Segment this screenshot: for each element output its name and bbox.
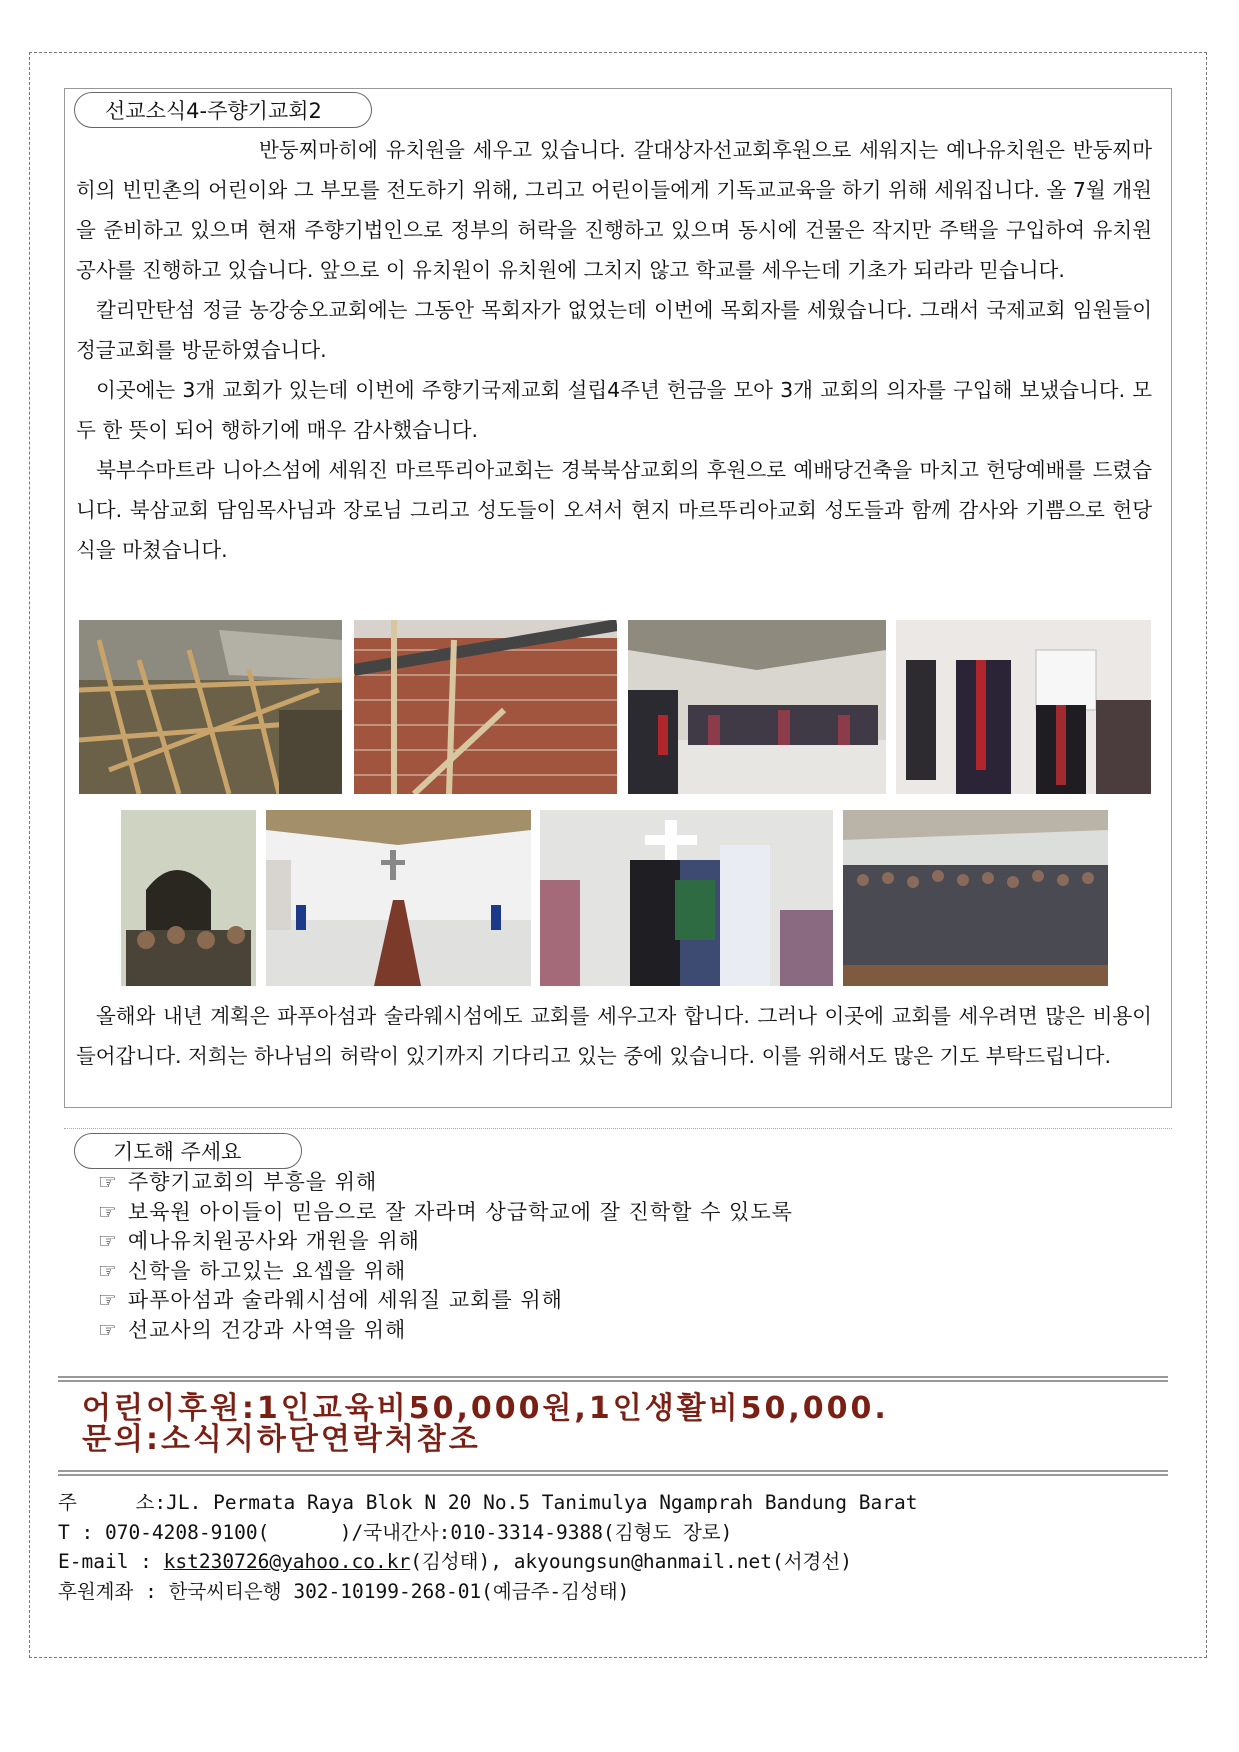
photo-brick-wall [354,620,617,794]
sponsorship-banner [82,1393,1172,1455]
banner-line-2: 문의:소식지하단연락처참조 [82,1422,481,1457]
prayer-item: ☞ 파푸아섬과 술라웨시섬에 세워질 교회를 위해 [98,1288,563,1312]
address-line: 주 소:JL. Permata Raya Blok N 20 No.5 Tanimulya Ngamprah Bandung Barat [58,1491,918,1514]
pointing-hand-icon: ☞ [98,1288,118,1312]
paragraph-kindergarten: 반둥찌마히에 유치원을 세우고 있습니다. 갈대상자선교회후원으로 세워지는 예나유치원은 반둥찌마히의 빈민촌의 어린이와 그 부모를 전도하기 위해, 그리고 어린이들에게 기독교교육을 하기 위해 세워집니다. 올 7월 개원을 준비하고 있으며 현재 주향기법인으로 정부의 허락을 진행하고 있으며 동시에 건물은 작지만 주택을 구입하여 유치원공사를 진행하고 있습니다. 앞으로 이 유치원이 유치원에 그치지 않고 학교를 세우는데 기초가 되라라 믿습니다. [76,138,1152,282]
prayer-item: ☞ 주향기교회의 부흥을 위해 [98,1170,378,1194]
pointing-hand-icon: ☞ [98,1229,118,1253]
phone-line: T : 070-4208-9100( )/국내간사:010-3314-9388(김형도 장로) [58,1520,733,1544]
paragraph-dedication: 북부수마트라 니아스섬에 세워진 마르뚜리아교회는 경북북삼교회의 후원으로 예배당건축을 마치고 헌당예배를 드렸습니다. 북삼교회 담임목사님과 장로님 그리고 성도들이 오셔서 현지 마르뚜리아교회 성도들과 함께 감사와 기쁨으로 헌당식을 마쳤습니다. [76,458,1152,562]
prayer-item: ☞ 보육원 아이들이 믿음으로 잘 자라며 상급학교에 잘 진학할 수 있도록 [98,1199,793,1224]
photo-congregation-group [843,810,1108,986]
pointing-hand-icon: ☞ [98,1258,118,1283]
photo-plaque-presentation [540,810,833,986]
photo-church-entrance [121,810,256,986]
prayer-title: 기도해 주세요 [74,1133,302,1169]
banner-bottom-rule [58,1470,1168,1476]
pointing-hand-icon: ☞ [98,1317,118,1342]
photo-church-interior [266,810,531,986]
prayer-list [98,1168,793,1345]
photo-construction-scaffold [79,620,342,794]
pointing-hand-icon: ☞ [98,1170,118,1194]
photo-church-gathering [628,620,886,794]
section-title: 선교소식4-주향기교회2 [74,92,372,128]
section-divider [64,1128,1172,1129]
paragraph-jungle-church: 칼리만탄섬 정글 농강숭오교회에는 그동안 목회자가 없었는데 이번에 목회자를 세웠습니다. 그래서 국제교회 임원들이 정글교회를 방문하였습니다. [76,298,1152,362]
paragraph-closing: 올해와 내년 계획은 파푸아섬과 술라웨시섬에도 교회를 세우고자 합니다. 그러나 이곳에 교회를 세우려면 많은 비용이 들어갑니다. 저희는 하나님의 허락이 있기까지 기다리고 있는 중에 있습니다. 이를 위해서도 많은 기도 부탁드립니다. [76,1004,1152,1068]
contact-info [58,1488,917,1606]
prayer-item: ☞ 예나유치원공사와 개원을 위해 [98,1229,420,1253]
closing-body [76,996,1152,1076]
prayer-item: ☞ 신학을 하고있는 요셉을 위해 [98,1258,407,1283]
email-link[interactable]: kst230726@yahoo.co.kr [163,1550,411,1573]
news-body [76,130,1152,570]
banner-line-1: 어린이후원:1인교육비50,000원,1인생활비50,000. [82,1391,889,1426]
pointing-hand-icon: ☞ [98,1199,118,1224]
photo-pastors-ceremony [896,620,1151,794]
banner-top-rule [58,1376,1168,1382]
prayer-item: ☞ 선교사의 건강과 사역을 위해 [98,1317,407,1342]
paragraph-chairs: 이곳에는 3개 교회가 있는데 이번에 주향기국제교회 설립4주년 헌금을 모아 3개 교회의 의자를 구입해 보냈습니다. 모두 한 뜻이 되어 행하기에 매우 감사했습니다. [76,378,1152,442]
account-line: 후원계좌 : 한국씨티은행 302-10199-268-01(예금주-김성태) [58,1579,630,1603]
email-line: E-mail : kst230726@yahoo.co.kr(김성태), akyoungsun@hanmail.net(서경선) [58,1550,852,1573]
